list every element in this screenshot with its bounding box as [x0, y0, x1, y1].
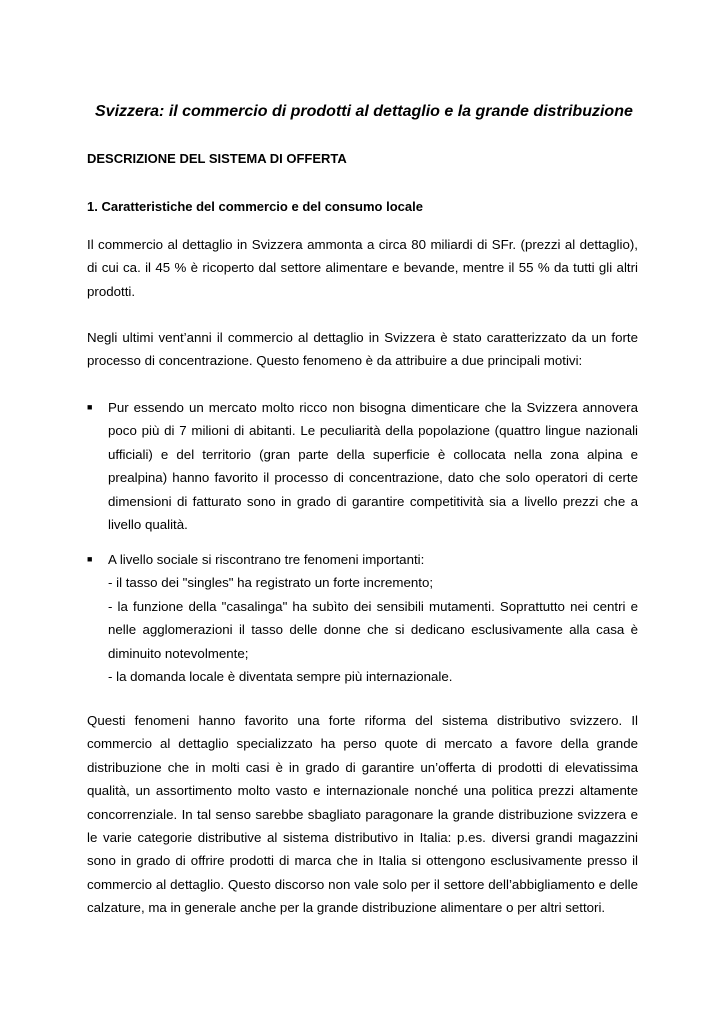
document-title: Svizzera: il commercio di prodotti al dettaglio e la grande distribuzione: [95, 103, 633, 120]
paragraph-retail-volume: Il commercio al dettaglio in Svizzera ammonta a circa 80 miliardi di SFr. (prezzi al dettaglio), di cui ca. il 45 % è ricoperto dal settore alimentare e bevande, mentre il 55 % da tutti gli altri prodotti.: [87, 237, 638, 299]
bullet-text-market: Pur essendo un mercato molto ricco non bisogna dimenticare che la Svizzera annovera poco più di 7 milioni di abitanti. Le peculiarità della popolazione (quattro lingue nazionali ufficiali) e del territorio (gran parte della superficie è collocata nella zona alpina e prealpina) hanno favorito il processo di concentrazione, dato che solo operatori di certe dimensioni di fatturato sono in grado di garantire competitività sia a livello prezzi che a livello qualità.: [108, 400, 638, 533]
bullet-text-social-intro: A livello sociale si riscontrano tre fenomeni importanti:: [108, 552, 425, 567]
paragraph-concentration: Negli ultimi vent’anni il commercio al dettaglio in Svizzera è stato caratterizzato da un forte processo di concentrazione. Questo fenomeno è da attribuire a due principali motivi:: [87, 330, 638, 369]
section-heading-characteristics: 1. Caratteristiche del commercio e del consumo locale: [87, 199, 423, 214]
bullet-list-first: [87, 396, 638, 536]
square-bullet-icon: ■: [87, 554, 93, 564]
square-bullet-icon: ■: [87, 402, 93, 412]
bullet-subitem-housewife: - la funzione della "casalinga" ha subìto dei sensibili mutamenti. Soprattutto nei centri e nelle agglomerazioni il tasso delle donne che si dedicano esclusivamente alla casa è diminuito notevolmente;: [108, 598, 638, 661]
bullet-subitem-demand: - la domanda locale è diventata sempre più internazionale.: [108, 669, 453, 685]
paragraph-distribution-reform: Questi fenomeni hanno favorito una forte riforma del sistema distributivo svizzero. Il commercio al dettaglio specializzato ha perso quote di mercato a favore della grande distribuzione che in molti casi è in grado di garantire un’offerta di prodotti di elevatissima qualità, un assortimento molto vasto e internazionale nonché una politica prezzi altamente concorrenziale. In tal senso sarebbe sbagliato paragonare la grande distribuzione svizzera e le varie categorie distributive al sistema distributivo in Italia: p.es. diversi grandi magazzini sono in grado di offrire prodotti di marca che in Italia si ottengono esclusivamente presso il commercio al dettaglio. Questo discorso non vale solo per il settore dell’abbigliamento e delle calzature, ma in generale anche per la grande distribuzione alimentare o per altri settori.: [87, 713, 638, 916]
list-item: [87, 548, 638, 688]
list-item: [87, 396, 638, 536]
bullet-subitem-singles: - il tasso dei "singles" ha registrato un forte incremento;: [108, 575, 434, 591]
bullet-list-second: [87, 548, 638, 688]
section-heading-description: DESCRIZIONE DEL SISTEMA DI OFFERTA: [87, 151, 347, 166]
